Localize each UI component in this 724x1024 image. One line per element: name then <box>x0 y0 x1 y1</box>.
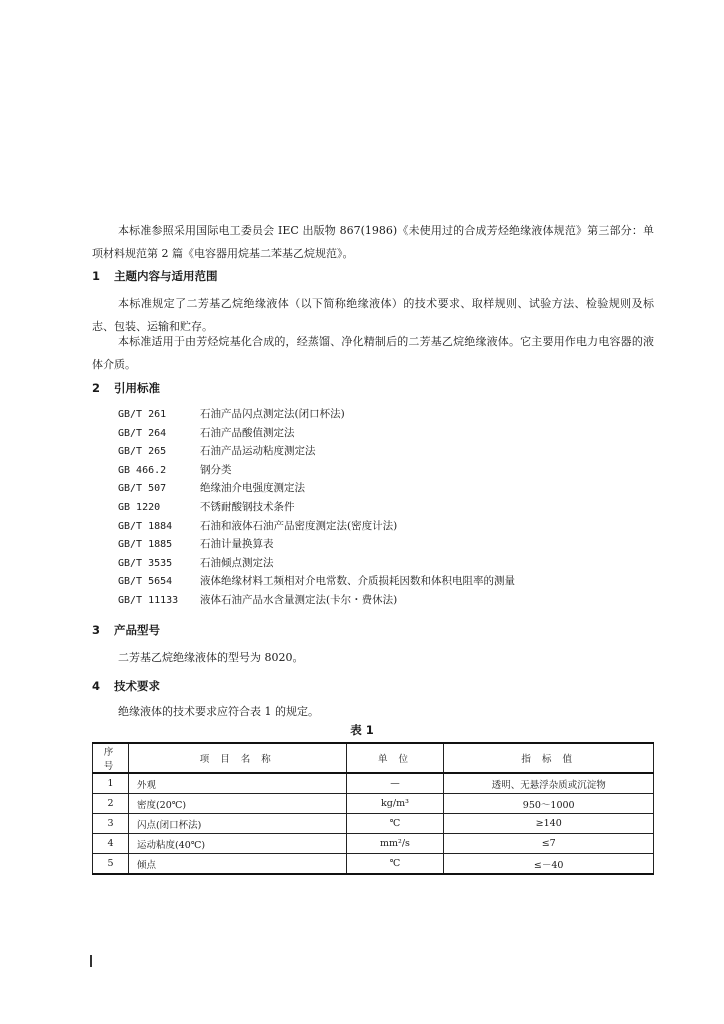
reference-code: GB/T 1885 <box>118 539 173 551</box>
cell-spec-value: 950～1000 <box>444 794 654 814</box>
reference-title: 石油产品闪点测定法(闭口杯法) <box>200 408 345 420</box>
cell-item-name: 外观 <box>128 773 346 794</box>
section-2-heading <box>92 380 160 396</box>
section-1-heading <box>92 268 218 284</box>
reference-list <box>118 405 515 610</box>
cell-index: 3 <box>93 814 129 834</box>
reference-title: 绝缘油介电强度测定法 <box>200 482 305 495</box>
reference-item <box>118 535 515 554</box>
reference-code: GB 1220 <box>118 501 161 513</box>
reference-item <box>118 479 515 498</box>
table-row <box>93 773 654 794</box>
cell-item-name: 倾点 <box>128 854 346 875</box>
table-caption: 表 1 <box>350 723 374 737</box>
section-title: 主题内容与适用范围 <box>114 269 218 283</box>
table-row <box>93 794 654 814</box>
cell-item-name: 运动粘度(40℃) <box>128 834 346 854</box>
section-number: 2 <box>92 381 101 395</box>
cell-index: 1 <box>93 773 129 794</box>
intro-paragraph: 本标准参照采用国际电工委员会 IEC 出版物 867(1986)《未使用过的合成芳烃绝缘液体规范》第三部分：单项材料规范第 2 篇《电容器用烷基二苯基乙烷规范》。 <box>92 224 654 260</box>
section-1-paragraph-2: 本标准适用于由芳烃烷基化合成的，经蒸馏、净化精制后的二芳基乙烷绝缘液体。它主要用作电力电容器的液体介质。 <box>92 335 654 371</box>
header-item-name: 项 目 名 称 <box>128 743 346 773</box>
reference-title: 钢分类 <box>200 463 232 476</box>
section-4-heading <box>92 678 160 694</box>
header-unit: 单 位 <box>346 743 444 773</box>
reference-code: GB/T 507 <box>118 483 167 495</box>
section-number: 4 <box>92 679 101 693</box>
header-spec-value: 指 标 值 <box>444 743 654 773</box>
section-number: 1 <box>92 269 101 283</box>
reference-item <box>118 424 515 443</box>
cell-index: 2 <box>93 794 129 814</box>
reference-code: GB/T 3535 <box>118 557 173 569</box>
reference-code: GB/T 261 <box>118 409 167 420</box>
cell-index: 4 <box>93 834 129 854</box>
section-3-heading <box>92 622 160 638</box>
cell-unit: ℃ <box>346 814 444 834</box>
header-index: 序 号 <box>93 743 129 773</box>
reference-title: 石油产品酸值测定法 <box>200 426 295 439</box>
cell-spec-value: ≤7 <box>444 834 654 854</box>
cell-spec-value: ≥140 <box>444 814 654 834</box>
cell-unit: ℃ <box>346 854 444 875</box>
section-title: 引用标准 <box>114 381 160 395</box>
section-title: 产品型号 <box>114 623 160 637</box>
reference-title: 石油和液体石油产品密度测定法(密度计法) <box>200 519 398 532</box>
reference-code: GB/T 11133 <box>118 594 179 606</box>
section-3-paragraph: 二芳基乙烷绝缘液体的型号为 8020。 <box>118 651 304 664</box>
cell-spec-value: 透明、无悬浮杂质或沉淀物 <box>444 773 654 794</box>
reference-item <box>118 517 515 536</box>
reference-title: 不锈耐酸钢技术条件 <box>200 500 295 513</box>
reference-title: 石油倾点测定法 <box>200 556 274 569</box>
cell-item-name: 闪点(闭口杯法) <box>128 814 346 834</box>
section-title: 技术要求 <box>114 679 160 693</box>
reference-title: 石油产品运动粘度测定法 <box>200 445 316 458</box>
reference-item <box>118 461 515 480</box>
reference-item <box>118 442 515 461</box>
cell-unit: kg/m³ <box>346 794 444 814</box>
section-1-paragraph-1: 本标准规定了二芳基乙烷绝缘液体（以下简称绝缘液体）的技术要求、取样规则、试验方法、检验规则及标志、包装、运输和贮存。 <box>92 297 654 333</box>
spec-table <box>92 742 654 875</box>
reference-code: GB/T 1884 <box>118 520 173 532</box>
cell-item-name: 密度(20℃) <box>128 794 346 814</box>
table-row <box>93 854 654 875</box>
reference-title: 石油计量换算表 <box>200 538 274 551</box>
table-header-row <box>93 743 654 773</box>
reference-item <box>118 591 515 610</box>
section-4-paragraph: 绝缘液体的技术要求应符合表 1 的规定。 <box>118 705 319 718</box>
table-row <box>93 814 654 834</box>
reference-item <box>118 554 515 573</box>
reference-code: GB/T 264 <box>118 427 167 439</box>
table-row <box>93 834 654 854</box>
cell-index: 5 <box>93 854 129 875</box>
reference-code: GB/T 5654 <box>118 576 173 588</box>
cell-unit: mm²/s <box>346 834 444 854</box>
reference-code: GB 466.2 <box>118 464 167 476</box>
reference-item <box>118 572 515 591</box>
cell-spec-value: ≤－40 <box>444 854 654 875</box>
reference-title: 液体石油产品水含量测定法(卡尔・费休法) <box>200 593 398 606</box>
reference-item <box>118 498 515 517</box>
reference-code: GB/T 265 <box>118 446 167 458</box>
reference-item <box>118 405 515 424</box>
reference-title: 液体绝缘材料工频相对介电常数、介质损耗因数和体积电阻率的测量 <box>200 575 515 588</box>
scan-margin-mark <box>90 955 92 967</box>
section-number: 3 <box>92 623 101 637</box>
cell-unit: — <box>346 773 444 794</box>
